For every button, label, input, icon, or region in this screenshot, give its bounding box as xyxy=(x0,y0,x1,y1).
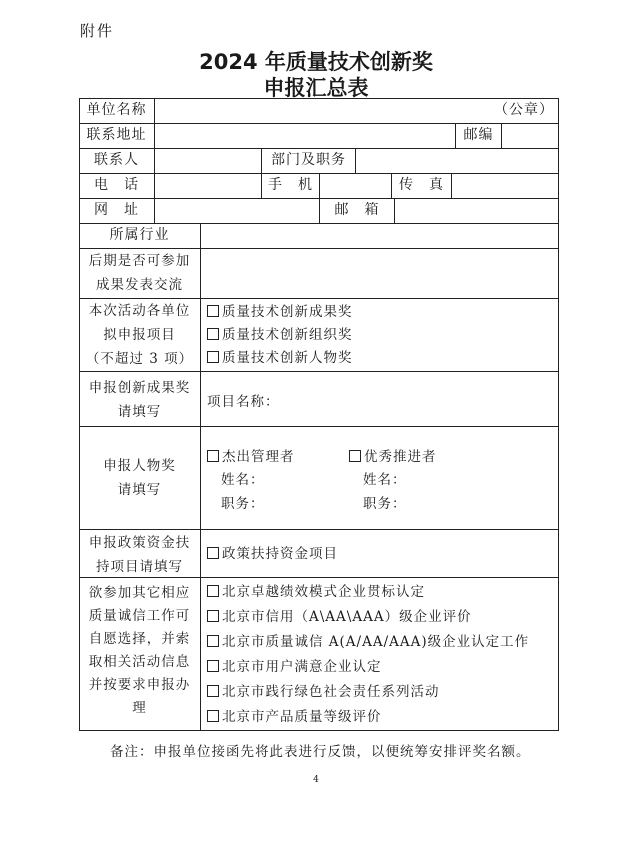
other-option-label: 北京市用户满意企业认定 xyxy=(222,659,382,675)
other-option[interactable] xyxy=(207,707,382,727)
checkbox-icon[interactable] xyxy=(207,585,219,597)
person-right-name-label: 姓名： xyxy=(363,472,407,488)
policy-option[interactable] xyxy=(207,544,338,564)
fax-label: 传 真 xyxy=(399,177,444,193)
col-divider xyxy=(200,223,201,731)
address-label: 联系地址 xyxy=(86,127,147,143)
dept-label: 部门及职务 xyxy=(271,152,346,168)
policy-label xyxy=(79,531,200,579)
exchange-label xyxy=(79,249,200,297)
industry-label: 所属行业 xyxy=(109,227,170,243)
fax-field[interactable] xyxy=(452,173,557,198)
phone-field[interactable] xyxy=(155,173,261,198)
person-right-position-label: 职务： xyxy=(363,496,407,512)
row-divider xyxy=(79,529,559,530)
checkbox-icon[interactable] xyxy=(207,710,219,722)
person-option-left[interactable] xyxy=(207,447,295,467)
projects-label xyxy=(79,299,200,371)
projects-label-line: 本次活动各单位 xyxy=(88,303,191,319)
postcode-field[interactable] xyxy=(502,123,557,148)
contact-field[interactable] xyxy=(155,148,261,173)
projects-label-line: 拟申报项目 xyxy=(103,327,176,343)
achievement-label-line: 请填写 xyxy=(117,404,162,420)
other-option-label: 北京市信用（A\AA\AAA）级企业评价 xyxy=(222,609,472,625)
checkbox-icon[interactable] xyxy=(207,305,219,317)
checkbox-icon[interactable] xyxy=(207,351,219,363)
website-label: 网 址 xyxy=(94,202,139,218)
page-title: 2024 年质量技术创新奖 xyxy=(199,50,433,74)
other-label-line: 并按要求申报办 xyxy=(88,677,191,693)
industry-field[interactable] xyxy=(201,223,557,248)
checkbox-icon[interactable] xyxy=(207,547,219,559)
person-label-line: 请填写 xyxy=(117,482,162,498)
checkbox-icon[interactable] xyxy=(207,610,219,622)
other-option[interactable] xyxy=(207,632,529,652)
other-option-label: 北京卓越绩效模式企业贯标认定 xyxy=(222,584,425,600)
other-label-line: 欲参加其它相应 xyxy=(88,585,191,601)
person-option-label: 杰出管理者 xyxy=(222,449,295,465)
other-option[interactable] xyxy=(207,582,425,602)
person-left-position-label: 职务： xyxy=(221,496,265,512)
website-field[interactable] xyxy=(155,198,319,223)
phone-label: 电 话 xyxy=(94,177,139,193)
projects-label-line: （不超过 3 项） xyxy=(85,351,194,367)
email-label: 邮 箱 xyxy=(334,202,380,218)
project-name-label: 项目名称： xyxy=(207,394,280,410)
project-option-label: 质量技术创新成果奖 xyxy=(222,304,353,320)
project-option[interactable] xyxy=(207,325,353,345)
person-option-label: 优秀推进者 xyxy=(364,449,437,465)
project-option[interactable] xyxy=(207,348,353,368)
checkbox-icon[interactable] xyxy=(207,328,219,340)
checkbox-icon[interactable] xyxy=(349,450,361,462)
unit-name-label: 单位名称 xyxy=(86,102,147,118)
project-option-label: 质量技术创新组织奖 xyxy=(222,327,353,343)
other-option[interactable] xyxy=(207,607,472,627)
person-label xyxy=(79,454,200,502)
exchange-field[interactable] xyxy=(201,248,557,298)
project-option[interactable] xyxy=(207,302,353,322)
attachment-label: 附件 xyxy=(80,22,115,40)
project-option-label: 质量技术创新人物奖 xyxy=(222,350,353,366)
dept-field[interactable] xyxy=(356,148,556,173)
other-option[interactable] xyxy=(207,682,440,702)
other-option-label: 北京市质量诚信 A(A/AA/AAA)级企业认定工作 xyxy=(222,634,530,650)
person-option-right[interactable] xyxy=(349,447,437,467)
contact-label: 联系人 xyxy=(94,152,139,168)
postcode-label: 邮编 xyxy=(463,127,494,143)
unit-name-field[interactable] xyxy=(155,98,455,123)
checkbox-icon[interactable] xyxy=(207,660,219,672)
other-option[interactable] xyxy=(207,657,382,677)
mobile-field[interactable] xyxy=(320,173,391,198)
seal-note: （公章） xyxy=(494,102,554,118)
checkbox-icon[interactable] xyxy=(207,685,219,697)
address-field[interactable] xyxy=(155,123,455,148)
page-number: 4 xyxy=(313,775,319,785)
other-label-line: 质量诚信工作可 xyxy=(88,608,191,624)
achievement-label-line: 申报创新成果奖 xyxy=(88,380,191,396)
footer-note: 备注：申报单位接函先将此表进行反馈，以便统筹安排评奖名额。 xyxy=(110,744,531,760)
exchange-label-line: 成果发表交流 xyxy=(96,277,183,293)
policy-label-line: 申报政策资金扶 xyxy=(88,535,191,551)
exchange-label-line: 后期是否可参加 xyxy=(88,253,191,269)
other-label-line: 理 xyxy=(132,700,147,716)
mobile-label: 手 机 xyxy=(268,177,313,193)
other-option-label: 北京市践行绿色社会责任系列活动 xyxy=(222,684,440,700)
email-field[interactable] xyxy=(395,198,557,223)
person-left-name-label: 姓名： xyxy=(221,472,265,488)
application-form-table xyxy=(79,98,559,731)
checkbox-icon[interactable] xyxy=(207,635,219,647)
other-label xyxy=(79,582,200,720)
achievement-label xyxy=(79,376,200,424)
policy-label-line: 持项目请填写 xyxy=(96,559,183,575)
page-subtitle: 申报汇总表 xyxy=(263,76,369,100)
other-label-line: 取相关活动信息 xyxy=(88,654,191,670)
row-divider xyxy=(79,371,559,372)
other-option-label: 北京市产品质量等级评价 xyxy=(222,709,382,725)
person-label-line: 申报人物奖 xyxy=(103,458,176,474)
policy-option-label: 政策扶持资金项目 xyxy=(222,546,338,562)
row-divider xyxy=(79,426,559,427)
other-label-line: 自愿选择，并索 xyxy=(88,631,191,647)
checkbox-icon[interactable] xyxy=(207,450,219,462)
